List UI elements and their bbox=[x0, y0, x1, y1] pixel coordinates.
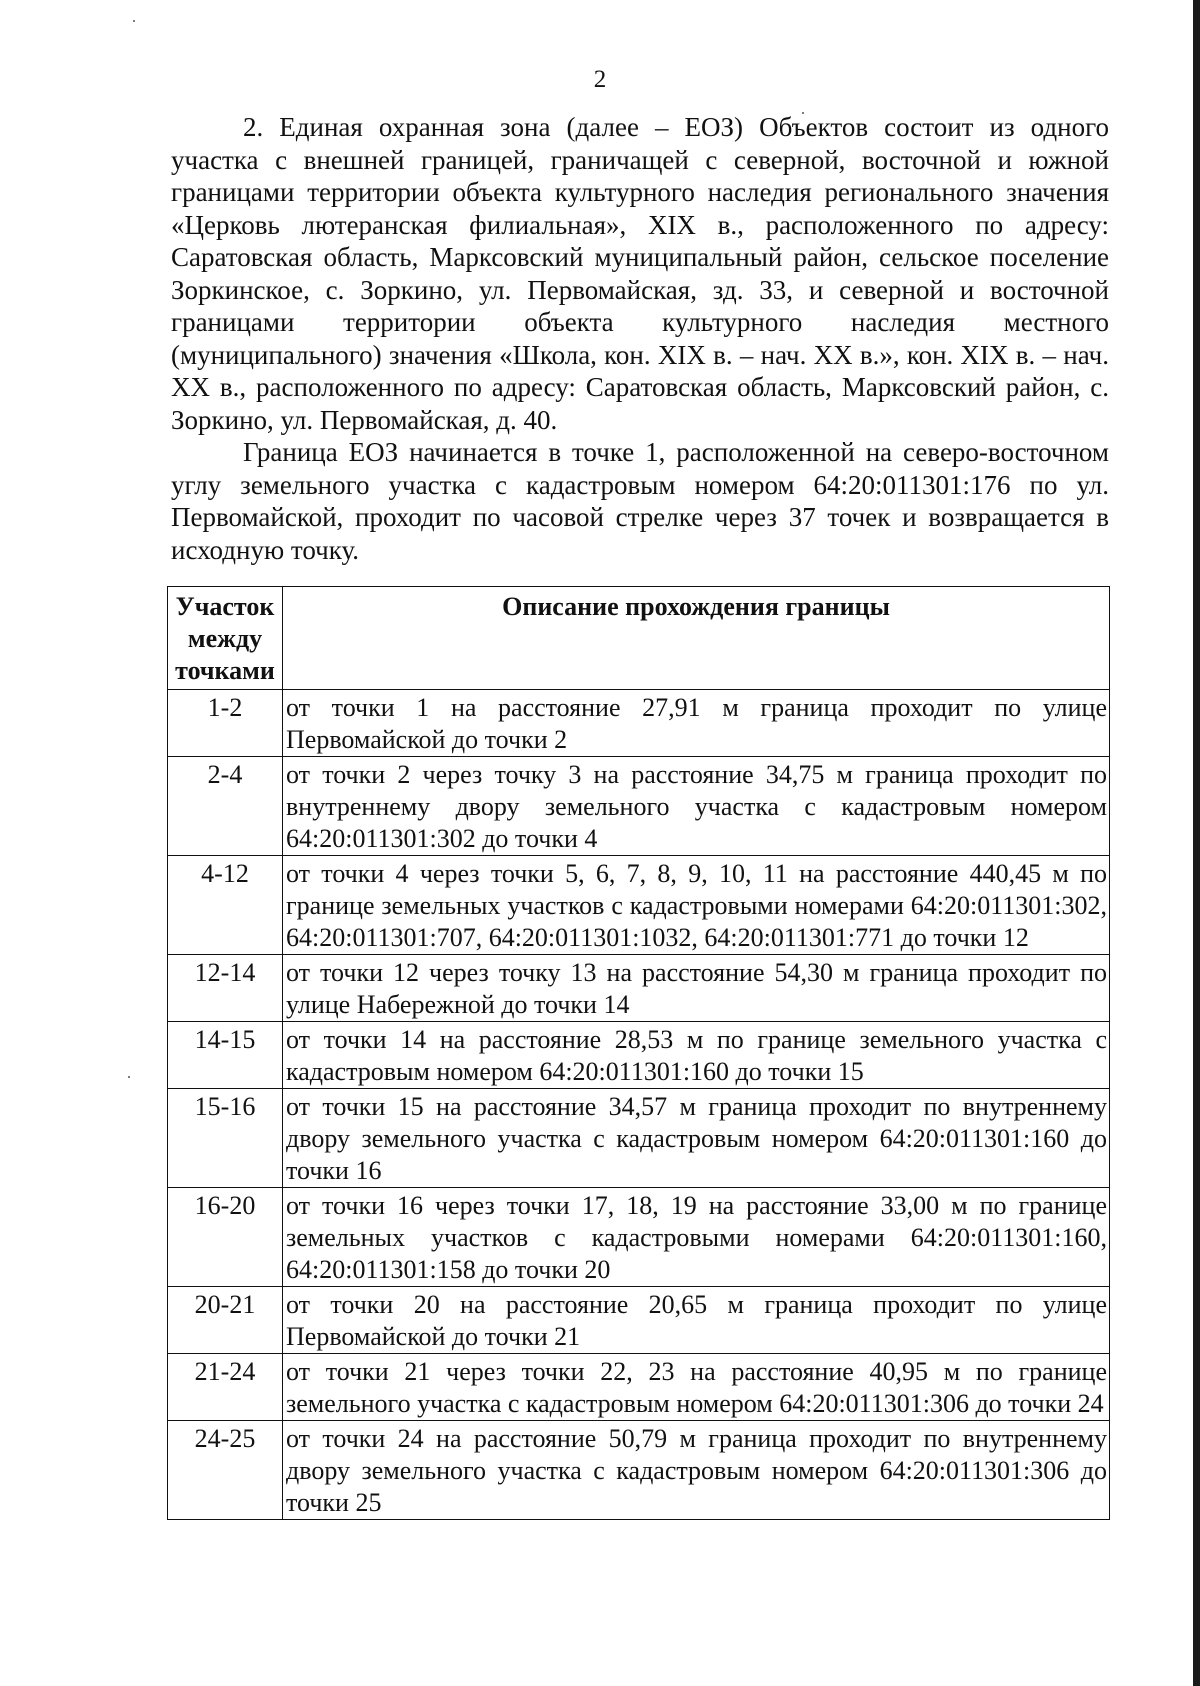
segment-cell: 1-2 bbox=[168, 690, 283, 757]
paragraph-text: Граница ЕОЗ начинается в точке 1, расположенной на северо-восточном углу земельного участка с кадастровым номером 64:20:011301:176 по ул. Первомайской, проходит по часовой стрелке через 37 точек и возвращается в исходную точку. bbox=[171, 437, 1109, 565]
paragraph-boundary-start bbox=[171, 436, 1109, 566]
description-cell: от точки 2 через точку 3 на расстояние 34,75 м граница проходит по внутреннему двору земельного участка с кадастровым номером 64:20:011301:302 до точки 4 bbox=[283, 757, 1110, 856]
table-row bbox=[168, 1287, 1110, 1354]
table-row bbox=[168, 1089, 1110, 1188]
paragraph-zone-description bbox=[171, 111, 1109, 436]
description-cell: от точки 14 на расстояние 28,53 м по границе земельного участка с кадастровым номером 64:20:011301:160 до точки 15 bbox=[283, 1022, 1110, 1089]
scan-speck bbox=[128, 1076, 130, 1078]
description-cell: от точки 16 через точки 17, 18, 19 на расстояние 33,00 м по границе земельных участков с кадастровыми номерами 64:20:011301:160, 64:20:011301:158 до точки 20 bbox=[283, 1188, 1110, 1287]
segment-cell: 4-12 bbox=[168, 856, 283, 955]
table-row bbox=[168, 856, 1110, 955]
description-cell: от точки 1 на расстояние 27,91 м граница проходит по улице Первомайской до точки 2 bbox=[283, 690, 1110, 757]
boundary-description-table bbox=[167, 586, 1110, 1520]
table-header-row bbox=[168, 587, 1110, 690]
segment-cell: 15-16 bbox=[168, 1089, 283, 1188]
description-cell: от точки 21 через точки 22, 23 на расстояние 40,95 м по границе земельного участка с кадастровым номером 64:20:011301:306 до точки 24 bbox=[283, 1354, 1110, 1421]
scan-speck bbox=[133, 20, 135, 22]
description-cell: от точки 15 на расстояние 34,57 м граница проходит по внутреннему двору земельного участка с кадастровым номером 64:20:011301:160 до точки 16 bbox=[283, 1089, 1110, 1188]
description-cell: от точки 12 через точку 13 на расстояние 54,30 м граница проходит по улице Набережной до точки 14 bbox=[283, 955, 1110, 1022]
table-row bbox=[168, 1022, 1110, 1089]
table-row bbox=[168, 1421, 1110, 1520]
header-description: Описание прохождения границы bbox=[283, 587, 1110, 690]
paragraph-text: 2. Единая охранная зона (далее – ЕОЗ) Объектов состоит из одного участка с внешней границей, граничащей с северной, восточной и южной границами территории объекта культурного наследия регионального значения «Церковь лютеранская филиальная», XIX в., расположенного по адресу: Саратовская область, Марксовский муниципальный район, сельское поселение Зоркинское, с. Зоркино, ул. Первомайская, зд. 33, и северной и восточной границами территории объекта культурного наследия местного (муниципального) значения «Школа, кон. XIX в. – нач. XX в.», кон. XIX в. – нач. XX в., расположенного по адресу: Саратовская область, Марксовский район, с. Зоркино, ул. Первомайская, д. 40. bbox=[171, 112, 1109, 435]
segment-cell: 21-24 bbox=[168, 1354, 283, 1421]
segment-cell: 2-4 bbox=[168, 757, 283, 856]
description-cell: от точки 20 на расстояние 20,65 м граница проходит по улице Первомайской до точки 21 bbox=[283, 1287, 1110, 1354]
table-row bbox=[168, 955, 1110, 1022]
segment-cell: 14-15 bbox=[168, 1022, 283, 1089]
segment-cell: 12-14 bbox=[168, 955, 283, 1022]
segment-cell: 24-25 bbox=[168, 1421, 283, 1520]
table-row bbox=[168, 1354, 1110, 1421]
scan-edge bbox=[1193, 0, 1200, 1686]
header-segment: Участок между точками bbox=[168, 587, 283, 690]
segment-cell: 20-21 bbox=[168, 1287, 283, 1354]
table-row bbox=[168, 690, 1110, 757]
description-cell: от точки 24 на расстояние 50,79 м граница проходит по внутреннему двору земельного участка с кадастровым номером 64:20:011301:306 до точки 25 bbox=[283, 1421, 1110, 1520]
segment-cell: 16-20 bbox=[168, 1188, 283, 1287]
description-cell: от точки 4 через точки 5, 6, 7, 8, 9, 10, 11 на расстояние 440,45 м по границе земельных участков с кадастровыми номерами 64:20:011301:302, 64:20:011301:707, 64:20:011301:1032, 64:20:011301:771 до точки 12 bbox=[283, 856, 1110, 955]
table-row bbox=[168, 1188, 1110, 1287]
table-row bbox=[168, 757, 1110, 856]
page-number: 2 bbox=[593, 66, 607, 93]
